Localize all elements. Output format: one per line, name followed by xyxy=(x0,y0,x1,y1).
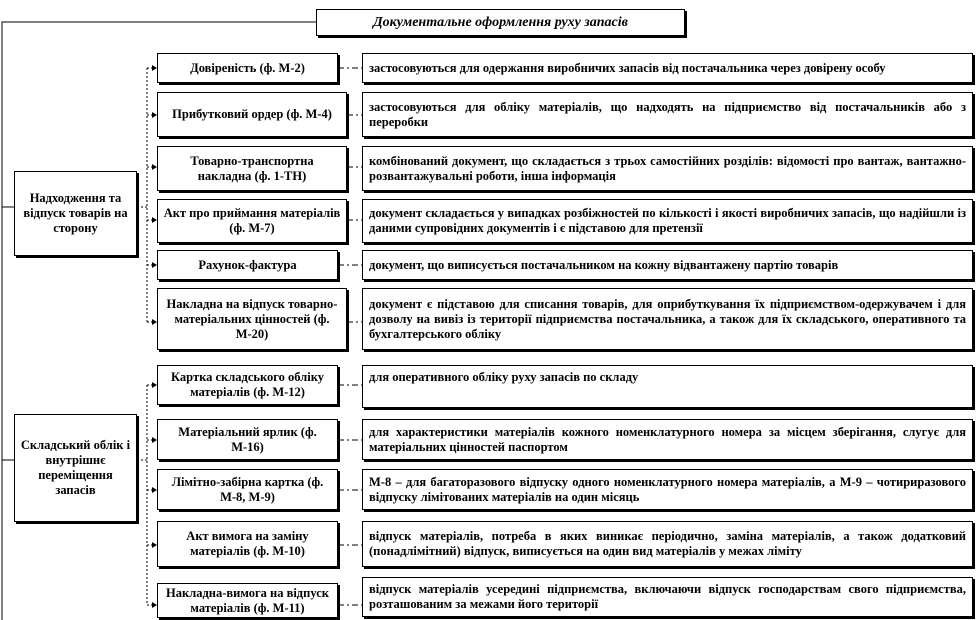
doc-item xyxy=(157,469,338,510)
desc-item xyxy=(362,521,973,567)
group-receipt xyxy=(14,171,137,256)
doc-label: Довіреність (ф. М-2) xyxy=(190,60,305,75)
doc-label: Рахунок-фактура xyxy=(198,257,297,272)
doc-label: Лімітно-забірна картка (ф. М-8, М-9) xyxy=(171,474,324,504)
desc-item xyxy=(362,92,973,137)
desc-text: застосовуються для обліку матеріалів, що надходять на підприємство від постачальників або з переробки xyxy=(369,99,966,129)
desc-item xyxy=(362,146,973,191)
doc-item xyxy=(157,92,347,137)
desc-text: для оперативного обліку руху запасів по складу xyxy=(369,370,639,384)
doc-label: Картка складського обліку матеріалів (ф. М-12) xyxy=(171,370,324,399)
doc-item xyxy=(157,146,347,191)
doc-label: Матеріальний ярлик (ф. М-16) xyxy=(178,424,317,454)
doc-item xyxy=(157,419,338,460)
doc-item xyxy=(157,250,338,280)
doc-label: Накладна на відпуск товарно-матеріальних цінностей (ф. М-20) xyxy=(166,296,338,341)
doc-item xyxy=(157,583,338,618)
desc-text: документ складається у випадках розбіжностей по кількості і якості виробничих запасів, що надійшли із даними супровідних документів і є підставою для претензії xyxy=(369,206,966,235)
group-warehouse-label: Складський облік і внутрішнє переміщення запасів xyxy=(20,438,131,497)
desc-item xyxy=(362,250,973,280)
desc-text: документ, що виписується постачальником на кожну відвантажену партію товарів xyxy=(369,257,839,272)
desc-text: М-8 – для багаторазового відпуску одного номенклатурного номера матеріалів, а М-9 – чотириразового відпуску лімітованих матеріалів на один місяць xyxy=(369,474,966,504)
desc-text: для характеристики матеріалів кожного номенклатурного номера за місцем зберігання, слугує для матеріальних цінностей паспортом xyxy=(369,424,966,454)
doc-label: Акт вимога на заміну матеріалів (ф. М-10) xyxy=(186,529,309,558)
doc-item xyxy=(157,199,347,243)
desc-item xyxy=(362,577,973,617)
desc-item xyxy=(362,53,973,83)
desc-text: відпуск матеріалів усередині підприємства, включаючи відпуск господарствам свого підприємства, розташованим за межами його території xyxy=(369,582,966,611)
doc-item xyxy=(157,521,338,567)
doc-label: Товарно-транспортна накладна (ф. 1-ТН) xyxy=(190,153,314,183)
group-receipt-label: Надходження та відпуск товарів на сторону xyxy=(23,191,128,235)
desc-text: комбінований документ, що складається з трьох самостійних розділів: відомості про вантаж, вантажно-розвантажувальні роботи, інша інформація xyxy=(369,153,966,183)
doc-item xyxy=(157,53,338,83)
desc-item xyxy=(362,199,973,243)
desc-text: застосовуються для одержання виробничих запасів від постачальника через довірену особу xyxy=(369,60,886,75)
desc-text: документ є підставою для списання товарів, для оприбуткування їх підприємством-одержувачем і для дозволу на вивіз із території підприємства постачальника, а також для їх складського, оперативного та бухгалтерського обліку xyxy=(369,296,966,341)
desc-item xyxy=(362,419,973,460)
diagram-title: Документальне оформлення руху запасів xyxy=(316,9,685,36)
desc-text: відпуск матеріалів, потреба в яких виникає періодично, заміна матеріалів, а також додатковий (понадлімітний) відпуск, виписується на один вид матеріалів у межах ліміту xyxy=(369,529,966,558)
doc-label: Прибутковий ордер (ф. М-4) xyxy=(172,107,332,121)
desc-item xyxy=(362,469,973,510)
desc-item xyxy=(362,288,973,350)
doc-label: Накладна-вимога на відпуск матеріалів (ф. М-11) xyxy=(166,585,329,615)
doc-item xyxy=(157,365,338,405)
doc-label: Акт про приймання матеріалів (ф. М-7) xyxy=(163,206,341,235)
doc-item xyxy=(157,288,347,350)
group-warehouse xyxy=(14,414,137,522)
desc-item xyxy=(362,365,973,408)
